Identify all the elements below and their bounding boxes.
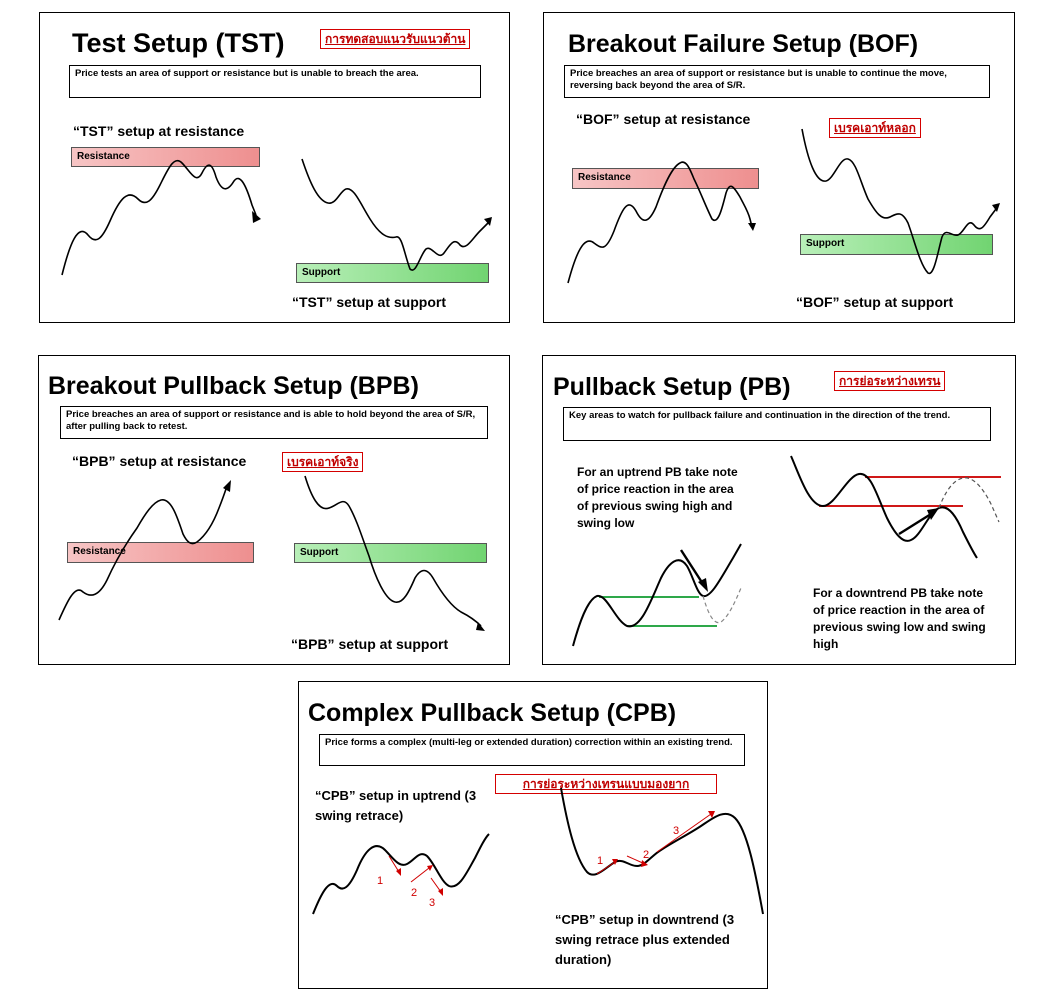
- arrow-head-icon: [748, 223, 756, 231]
- note-downtrend: For a downtrend PB take note of price reaction in the area of previous swing low and swing high: [813, 586, 986, 651]
- label-resistance: “BPB” setup at resistance: [72, 453, 247, 469]
- support-zone: Support: [800, 234, 993, 255]
- tst-panel: [39, 12, 510, 323]
- panel-description: Price forms a complex (multi-leg or extended duration) correction within an existing trend.: [319, 734, 745, 766]
- leg-label: 2: [643, 849, 650, 861]
- bpb-panel: [38, 355, 510, 665]
- panel-title: Test Setup (TST): [72, 28, 285, 58]
- resistance-zone: Resistance: [67, 542, 254, 563]
- panel-title: Breakout Pullback Setup (BPB): [48, 372, 419, 400]
- support-zone: Support: [296, 263, 489, 283]
- bpb-price-paths: [39, 356, 511, 666]
- bof-price-paths: [544, 13, 1016, 324]
- label-uptrend: “CPB” setup in uptrend (3 swing retrace): [315, 788, 477, 823]
- label-resistance: “TST” setup at resistance: [73, 123, 245, 139]
- leg-label: 3: [673, 825, 680, 837]
- pb-diagrams: [543, 356, 1017, 666]
- arrow-head-icon: [223, 480, 231, 492]
- resistance-zone: Resistance: [572, 168, 759, 189]
- leg-label: 1: [377, 875, 384, 887]
- leg-label: 3: [429, 897, 436, 909]
- arrow-head-icon: [484, 217, 492, 226]
- panel-title: Breakout Failure Setup (BOF): [568, 30, 919, 58]
- support-zone: Support: [294, 543, 487, 563]
- panel-description: Key areas to watch for pullback failure and continuation in the direction of the trend.: [563, 407, 991, 441]
- bof-panel: [543, 12, 1015, 323]
- cpb-diagrams: [299, 682, 769, 990]
- arrow-head-icon: [252, 211, 261, 223]
- thai-note: เบรคเอาท์จริง: [282, 452, 363, 472]
- note-uptrend: For an uptrend PB take note of price reaction in the area of previous swing high and swing low: [577, 465, 738, 530]
- leg-arrow: [431, 878, 441, 892]
- thai-note: การทดสอบแนวรับแนวต้าน: [320, 29, 470, 49]
- panel-title: Complex Pullback Setup (CPB): [308, 699, 677, 727]
- thai-note: การย่อระหว่างเทรนแบบมองยาก: [495, 774, 717, 794]
- panel-description: Price breaches an area of support or resistance and is able to hold beyond the area of S/R, after pulling back to retest.: [60, 406, 488, 439]
- tst-resistance-price-path: [40, 13, 511, 324]
- label-support: “BPB” setup at support: [291, 636, 449, 652]
- arrow-head-icon: [992, 203, 1000, 212]
- label-support: “TST” setup at support: [292, 294, 446, 310]
- panel-description: Price tests an area of support or resistance but is unable to breach the area.: [69, 65, 481, 98]
- leg-label: 2: [411, 887, 418, 899]
- label-downtrend: “CPB” setup in downtrend (3 swing retrace plus extended duration): [555, 912, 735, 967]
- pb-panel: [542, 355, 1016, 665]
- leg-label: 1: [597, 855, 604, 867]
- leg-arrow: [411, 868, 429, 882]
- label-resistance: “BOF” setup at resistance: [576, 111, 751, 127]
- arrow-head-icon: [427, 865, 433, 871]
- cpb-panel: [298, 681, 768, 989]
- panel-title: Pullback Setup (PB): [553, 373, 791, 401]
- thai-note: เบรคเอาท์หลอก: [829, 118, 921, 138]
- leg-arrow: [657, 814, 711, 852]
- label-support: “BOF” setup at support: [796, 294, 954, 310]
- panel-description: Price breaches an area of support or resistance but is unable to continue the move, reversing back beyond the area of S/R.: [564, 65, 990, 98]
- thai-note: การย่อระหว่างเทรน: [834, 371, 945, 391]
- resistance-zone: Resistance: [71, 147, 260, 167]
